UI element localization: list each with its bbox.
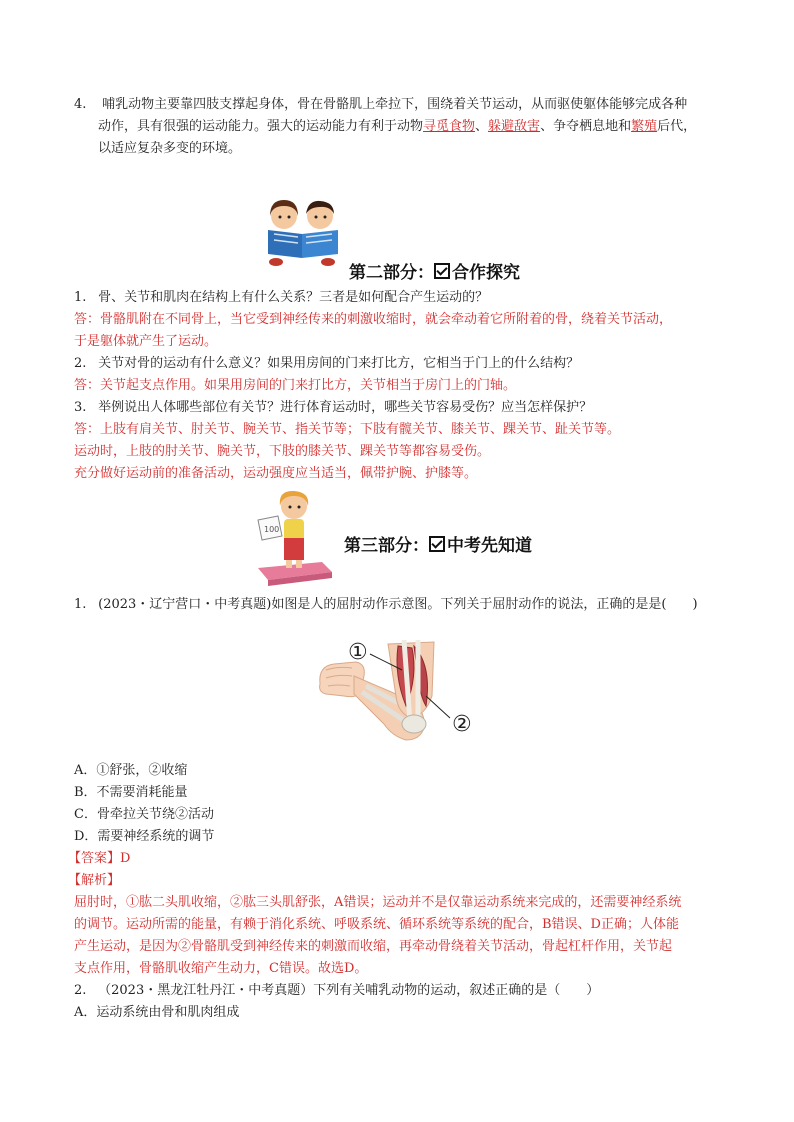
part2-a3-line3: 充分做好运动前的准备活动，运动强度应当适当，佩带护腕、护膝等。 — [74, 466, 478, 481]
label-triceps: ② — [452, 712, 472, 737]
part2-title: 第二部分： 合作探究 — [349, 263, 520, 283]
item4-line1: 4. 哺乳动物主要靠四肢支撑起身体，骨在骨骼肌上牵拉下，围绕着关节运动，从而驱使躯体能够完成各种 — [74, 97, 688, 112]
blank-avoid-enemies: 躲避敌害 — [488, 119, 541, 134]
part2-q3: 3. 举例说出人体哪些部位有关节？进行体育运动时，哪些关节容易受伤？应当怎样保护？ — [74, 400, 593, 415]
item4-line2: 动作，具有很强的运动能力。强大的运动能力有利于动物寻觅食物、躲避敌害、争夺栖息地和繁殖后代， — [98, 119, 697, 134]
part2-a3-line1: 答：上肢有肩关节、肘关节、腕关节、指关节等；下肢有髋关节、膝关节、踝关节、趾关节等。 — [74, 422, 621, 437]
item4-line3: 以适应复杂多变的环境。 — [98, 141, 242, 156]
option-b: B．不需要消耗能量 — [74, 785, 188, 800]
part2-a1-line2: 于是躯体就产生了运动。 — [74, 334, 218, 349]
part2-q2: 2. 关节对骨的运动有什么意义？如果用房间的门来打比方，它相当于门上的什么结构？ — [74, 356, 580, 371]
option-c: C．骨牵拉关节绕②活动 — [74, 807, 214, 822]
part2-a1-line1: 答：骨骼肌附在不同骨上，当它受到神经传来的刺激收缩时，就会牵动着它所附着的骨，绕着关节活动， — [74, 312, 673, 327]
analysis-line3: 产生运动，是因为②骨骼肌受到神经传来的刺激而收缩，再牵动骨绕着关节活动，骨起杠杆作用，关节起 — [74, 939, 673, 954]
blank-find-food: 寻觅食物 — [423, 119, 476, 134]
part3-q2: 2. （2023・黑龙江牡丹江・中考真题）下列有关哺乳动物的运动，叙述正确的是（ ） — [74, 983, 600, 998]
analysis-line2: 的调节。运动所需的能量，有赖于消化系统、呼吸系统、循环系统等系统的配合，B错误、D正确；人体能 — [74, 917, 679, 932]
girl-with-paper-illustration — [252, 488, 336, 588]
part3-q1: 1. (2023・辽宁营口・中考真题)如图是人的屈肘动作示意图。下列关于屈肘动作的说法，正确的是是( ) — [74, 597, 698, 612]
analysis-label: 【解析】 — [68, 873, 121, 888]
analysis-line1: 屈肘时，①肱二头肌收缩，②肱三头肌舒张，A错误；运动并不是仅靠运动系统来完成的，还需要神经系统 — [74, 895, 682, 910]
answer: 【答案】D — [68, 851, 131, 866]
analysis-line4: 支点作用，骨骼肌收缩产生动力，C错误。故选D。 — [74, 961, 368, 976]
part2-a3-line2: 运动时，上肢的肘关节、腕关节，下肢的膝关节、踝关节等都容易受伤。 — [74, 444, 491, 459]
checkbox-icon — [429, 536, 445, 552]
blank-reproduce: 繁殖 — [631, 119, 658, 134]
part2-a2: 答：关节起支点作用。如果用房间的门来打比方，关节相当于房门上的门轴。 — [74, 378, 517, 393]
label-biceps: ① — [348, 640, 368, 665]
part3-q2-option-a: A．运动系统由骨和肌肉组成 — [74, 1005, 240, 1020]
svg-text:100: 100 — [264, 525, 280, 534]
option-a: A．①舒张，②收缩 — [74, 763, 188, 778]
checkbox-icon — [434, 263, 450, 279]
part2-q1: 1. 骨、关节和肌肉在结构上有什么关系？三者是如何配合产生运动的？ — [74, 290, 489, 305]
kids-reading-illustration — [262, 196, 344, 268]
part3-title: 第三部分： 中考先知道 — [344, 536, 532, 556]
option-d: D．需要神经系统的调节 — [74, 829, 215, 844]
